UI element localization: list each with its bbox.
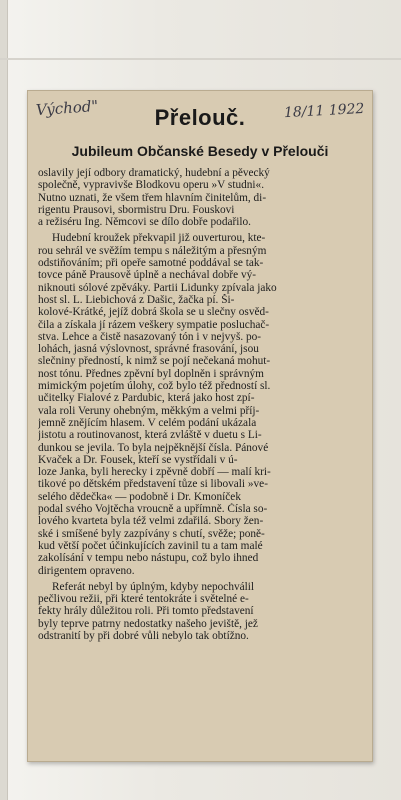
- article-line: oslavily její odbory dramatický, hudební a pěvecký: [38, 167, 270, 179]
- article-line: učitelky Fialové z Pardubic, která jako host zpí-: [38, 392, 255, 405]
- article-paragraph: [38, 167, 362, 228]
- article-line: odstranití by při dobré vůli nebylo tak obtížno.: [38, 629, 249, 642]
- article-line: jistotu a routinovanost, která zvláště v duetu s Li-: [38, 429, 262, 442]
- article-line: Hudební kroužek překvapil již ouverturou, kte-: [52, 232, 266, 245]
- article-line: tovce páně Prausově úplně a nechával dobře vý-: [38, 269, 257, 282]
- article-paragraph: [38, 581, 362, 642]
- clipping-town-title: Přelouč.: [154, 105, 246, 130]
- article-line: Nutno uznati, že všem třem hlavním činitelům, di-: [38, 191, 267, 204]
- article-line: Kvaček a Dr. Fousek, kteří se vystřídali v ú-: [38, 453, 238, 466]
- handwritten-date: 18/11 1922: [283, 100, 365, 122]
- article-line: kolové-Krátké, jejíž dobrá škola se u slečny osvěd-: [38, 306, 269, 319]
- article-line: niknouti sólové zpěváky. Partii Lidunky zpívala jako: [38, 281, 277, 294]
- article-line: stva. Lehce a čistě nasazovaný tón i v nejvyš. po-: [38, 330, 262, 343]
- article-body: [38, 167, 362, 646]
- article-line: podal svého Vojtěcha vroucně a upřímně. Čísla so-: [38, 503, 268, 516]
- article-line: byly teprve patrny nedostatky našeho jeviště, jež: [38, 617, 258, 630]
- article-line: pečlivou režii, při které tentokráte i světelné e-: [38, 593, 249, 606]
- article-line: kud větší počet účinkujících zavinil tu a tam malé: [38, 539, 263, 552]
- newspaper-clipping: [27, 90, 373, 762]
- article-line: loze Janka, byli herecky i zpěvně dobří — malí kri-: [38, 466, 271, 479]
- article-line: fekty hrály důležitou roli. Při tomto představení: [38, 605, 254, 618]
- article-paragraph: [38, 232, 362, 576]
- article-line: host sl. L. Liebichová z Dašic, žačka pí. Ši-: [38, 293, 235, 306]
- article-line: a režiséru Ing. Němcovi se dílo dobře podařilo.: [38, 216, 252, 229]
- clipping-headline: Jubileum Občanské Besedy v Přelouči: [71, 143, 329, 159]
- article-line: mimickým pojetím úlohy, což bylo též předností sl.: [38, 380, 271, 393]
- page-fold-line: [0, 58, 401, 60]
- album-binding-edge: [0, 0, 8, 800]
- article-line: dunkou se jevila. To byla nejpěknější čísla. Pánové: [38, 441, 269, 454]
- article-line: odstiňováním; při opeře samotné poddával se tak-: [38, 257, 264, 270]
- article-line: jemně znějícím hlasem. V celém podání ukázala: [38, 416, 257, 429]
- article-line: tikové po dětském představení tůze si libovali »ve-: [38, 478, 268, 491]
- article-line: selého dědečka« — podobně i Dr. Kmoníček: [38, 490, 241, 503]
- article-line: ské i smíšené byly zazpívány s chutí, svěže; poně-: [38, 527, 265, 540]
- article-line: zakolísání v tempu nebo nástupu, což bylo ihned: [38, 552, 259, 565]
- article-line: dirigentem opraveno.: [38, 564, 135, 577]
- article-line: lového kvarteta byla též velmi zdařilá. Sbory žen-: [38, 515, 264, 528]
- article-line: lohách, jasná výslovnost, správné frasování, jsou: [38, 343, 259, 356]
- article-line: rigentu Prausovi, sbormistru Dru. Fouskovi: [38, 203, 235, 216]
- article-line: nost tónu. Přednes zpěvní byl doplněn i správným: [38, 367, 264, 380]
- article-line: vala roli Veruny ohebným, měkkým a velmi příj-: [38, 404, 260, 417]
- article-line: společně, vypravivše Blodkovu operu »V studni«.: [38, 179, 265, 192]
- article-line: čila a získala jí rázem veškery sympatie posluchač-: [38, 318, 270, 331]
- handwritten-note: Východ": [35, 96, 99, 120]
- article-line: rou sehrál ve svěžím tempu s náležitým a přesným: [38, 244, 267, 257]
- article-line: Referát nebyl by úplným, kdyby nepochválil: [52, 580, 255, 593]
- article-line: slečniny předností, k nimž se pojí nečekaná mohut-: [38, 355, 271, 368]
